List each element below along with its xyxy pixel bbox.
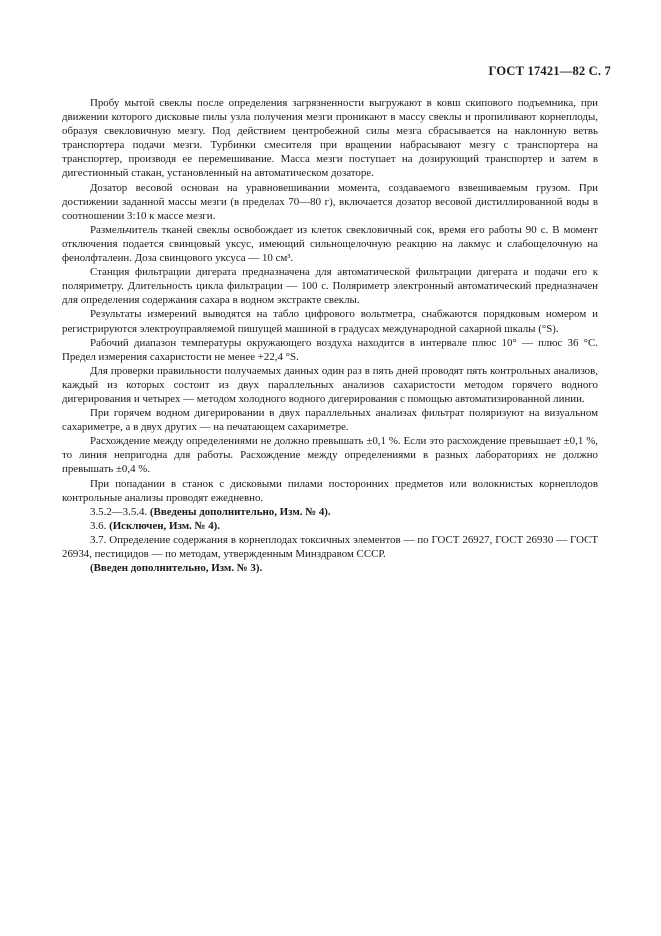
paragraph-tissue-grinder: Размельчитель тканей свеклы освобождает из клеток свекловичный сок, время его работы 90 с. В момент отключения подается свинцовый уксус, имеющий сильнощелочную реакцию на лакмус и слабощелочную на фенолфталеин. Доза свинцового уксуса — 10 см³. [62, 223, 598, 265]
page-header: ГОСТ 17421—82 С. 7 [488, 64, 611, 78]
paragraph-control-checks: Для проверки правильности получаемых данных один раз в пять дней проводят пять контрольных анализов, каждый из которых состоит из двух параллельных анализов сахаристости методом горячего водного дигерирования и четырех — методом холодного водного дигерирования с помощью автоматизированной линии. [62, 364, 598, 405]
clause-3-5-2 [62, 505, 598, 519]
paragraph-sample-processing: Пробу мытой свеклы после определения загрязненности выгружают в ковш скипового подъемника, при движении которого дисковые пилы узла получения мезги проникают в массу свеклы и пропиливают корнеплоды, образуя свекловичную мезгу. Под действием центробежной силы мезга сбрасывается на наклонную ветвь транспортера подачи мезги. Турбинки смесителя при вращении набрасывают мезгу с транспортера на транспортер, производя ее перемешивание. Масса мезги поступает на дозирующий транспортер и затем в дигестионный стакан, установленный на автоматическом дозаторе. [62, 97, 598, 180]
paragraph-foreign-objects: При попадании в станок с дисковыми пилами посторонних предметов или волокнистых корнеплодов контрольные анализы проводят ежедневно. [62, 477, 598, 504]
clause-number: 3.5.2—3.5.4. [90, 505, 148, 518]
paragraph-operating-range: Рабочий диапазон температуры окружающего воздуха находится в интервале плюс 10° — плюс 36 °С. Предел измерения сахаристости не менее +22,4 °S. [62, 336, 598, 363]
amendment-note: (Введен дополнительно, Изм. № 3). [90, 562, 263, 575]
paragraph-weigh-dosing: Дозатор весовой основан на уравновешивании момента, создаваемого взвешиваемым грузом. При достижении заданной массы мезги (в пределах 70—80 г), включается дозатор весовой дистиллированной воды в соотношении 3:10 к массе мезги. [62, 181, 598, 222]
clause-3-7: 3.7. Определение содержания в корнеплодах токсичных элементов — по ГОСТ 26927, ГОСТ 26930 — ГОСТ 26934, пестицидов — по методам, утвержденным Минздравом СССР. [62, 533, 598, 560]
paragraph-filtration-station: Станция фильтрации дигерата предназначена для автоматической фильтрации дигерата и подачи его к поляриметру. Длительность цикла фильтрации — 100 с. Поляриметр электронный автоматический предназначен для определения содержания сахара в водном экстракте свеклы. [62, 266, 598, 307]
paragraph-hot-digestion: При горячем водном дигерировании в двух параллельных анализах фильтрат поляризуют на визуальном сахариметре, а в двух других — на печатающем сахариметре. [62, 407, 598, 434]
paragraph-results-output: Результаты измерений выводятся на табло цифрового вольтметра, снабжаются порядковым номером и регистрируются электроуправляемой пишущей машиной в градусах международной сахарной шкалы (°S). [62, 308, 598, 335]
document-body [62, 96, 598, 575]
clause-3-6 [62, 519, 598, 533]
clause-number: 3.6. [90, 519, 107, 532]
amendment-note: (Исключен, Изм. № 4). [109, 519, 221, 532]
paragraph-discrepancy: Расхождение между определениями не должно превышать ±0,1 %. Если это расхождение превышает ±0,1 %, то линия непригодна для работы. Расхождение между определениями в разных лабораториях не должно превышать ±0,4 %. [62, 435, 598, 476]
amendment-note: (Введены дополнительно, Изм. № 4). [149, 505, 331, 518]
